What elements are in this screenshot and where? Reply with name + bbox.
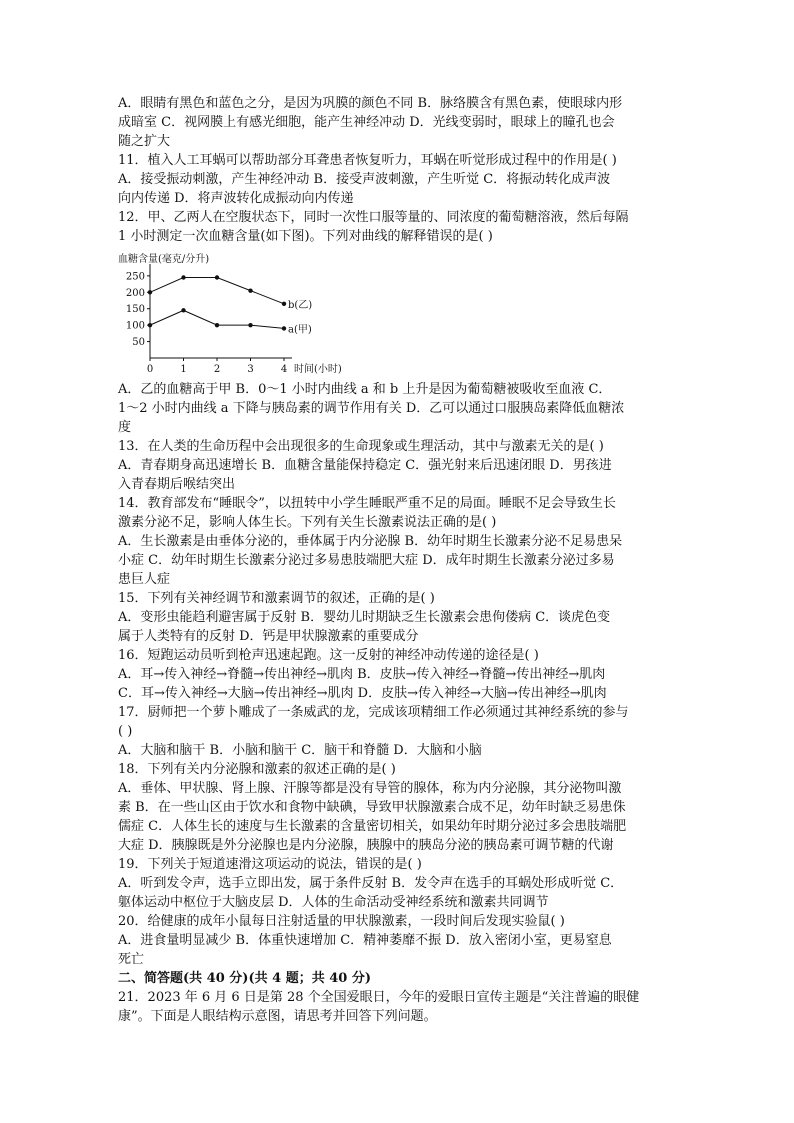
q16-options-line1: A．耳→传入神经→脊髓→传出神经→肌肉 B．皮肤→传入神经→脊髓→传出神经→肌肉: [118, 667, 606, 682]
q12-stem-line1: 12．甲、乙两人在空腹状态下，同时一次性口服等量的、同浓度的葡萄糖溶液，然后每隔: [118, 210, 629, 225]
data-point: [181, 308, 185, 312]
q12-options-line3: 度: [118, 420, 132, 435]
q12-options-line2: 1～2 小时内曲线 a 下降与胰岛素的调节作用有关 D．乙可以通过口服胰岛素降低血糖浓: [118, 401, 625, 416]
y-tick-label: 100: [125, 320, 145, 332]
data-point: [215, 323, 219, 327]
data-point: [215, 275, 219, 279]
x-tick-label: 4: [280, 364, 288, 374]
q14-options-line3: 患巨人症: [118, 572, 171, 587]
q19-options-line2: 躯体运动中枢位于大脑皮层 D．人体的生命活动受神经系统和激素共同调节: [118, 895, 549, 910]
document-page: [118, 94, 678, 1026]
y-tick-label: 150: [125, 304, 145, 316]
q21-stem-line2: 康”。下面是人眼结构示意图，请思考并回答下列问题。: [118, 1009, 437, 1024]
y-tick-label: 250: [125, 271, 145, 283]
q19-stem: 19．下列关于短道速滑这项运动的说法，错误的是( ): [118, 857, 422, 872]
q19-options-line1: A．听到发令声，选手立即出发，属于条件反射 B．发令声在选手的耳蜗处形成听觉 C．: [118, 876, 624, 891]
q14-stem-line1: 14．教育部发布“睡眠令”，以扭转中小学生睡眠严重不足的局面。睡眠不足会导致生长: [118, 496, 616, 511]
q12-stem-line2: 1 小时测定一次血糖含量(如下图)。下列对曲线的解释错误的是( ): [118, 229, 493, 244]
y-axis-label: 血糖含量(毫克/分升): [118, 254, 210, 265]
q18-options-line4: 大症 D．胰腺既是外分泌腺也是内分泌腺，胰腺中的胰岛分泌的胰岛素可调节糖的代谢: [118, 838, 614, 853]
data-point: [248, 323, 252, 327]
x-tick-label: 3: [247, 364, 254, 374]
q15-options-line1: A．变形虫能趋利避害属于反射 B．婴幼儿时期缺乏生长激素会患佝偻病 C．谈虎色变: [118, 610, 611, 625]
y-tick-label: 50: [132, 337, 145, 349]
series-line: [150, 278, 284, 304]
q17-stem-line2: ( ): [118, 724, 133, 739]
data-point: [282, 302, 286, 306]
q11-options-line1: A．接受振动刺激，产生神经冲动 B．接受声波刺激，产生听觉 C．将振动转化成声波: [118, 172, 611, 187]
q15-options-line2: 属于人类特有的反射 D．钙是甲状腺激素的重要成分: [118, 629, 419, 644]
x-tick-label: 0: [146, 364, 154, 374]
data-point: [148, 290, 152, 294]
q20-options-line1: A．进食量明显减少 B．体重快速增加 C．精神萎靡不振 D．放入密闭小室，更易窒息: [118, 933, 612, 948]
q14-options-line1: A．生长激素是由垂体分泌的，垂体属于内分泌腺 B．幼年时期生长激素分泌不足易患呆: [118, 534, 623, 549]
q20-stem: 20．给健康的成年小鼠每日注射适量的甲状腺激素，一段时间后发现实验鼠( ): [118, 914, 565, 929]
q13-stem: 13．在人类的生命历程中会出现很多的生命现象或生理活动，其中与激素无关的是( ): [118, 439, 604, 454]
blood-glucose-chart: [118, 252, 348, 374]
q18-options-line1: A．垂体、甲状腺、肾上腺、汗腺等都是没有导管的腺体，称为内分泌腺，其分泌物叫激: [118, 781, 622, 796]
section-2-heading: 二、简答题(共 40 分)(共 4 题；共 40 分): [118, 971, 371, 986]
q18-options-line2: 素 B．在一些山区由于饮水和食物中缺碘，导致甲状腺激素合成不足，幼年时缺乏易患侏: [118, 800, 626, 815]
q11-stem: 11．植入人工耳蜗可以帮助部分耳聋患者恢复听力，耳蜗在听觉形成过程中的作用是( ): [118, 153, 617, 168]
q11-options-line2: 向内传递 D．将声波转化成振动向内传递: [118, 191, 354, 206]
q14-options-line2: 小症 C．幼年时期生长激素分泌过多易患肢端肥大症 D．成年时期生长激素分泌过多易: [118, 553, 615, 568]
q18-options-line3: 儒症 C．人体生长的速度与生长激素的含量密切相关，如果幼年时期分泌过多会患肢端肥: [118, 819, 627, 834]
q13-options-line1: A．青春期身高迅速增长 B．血糖含量能保持稳定 C．强光射来后迅速闭眼 D．男孩进: [118, 458, 612, 473]
data-point: [181, 275, 185, 279]
q13-options-line2: 入青春期后喉结突出: [118, 477, 236, 492]
q20-options-line2: 死亡: [118, 952, 145, 967]
q15-stem: 15．下列有关神经调节和激素调节的叙述，正确的是( ): [118, 591, 435, 606]
data-point: [282, 326, 286, 330]
x-tick-label: 2: [213, 364, 221, 374]
q10-options-line2: 成暗室 C．视网膜上有感光细胞，能产生神经冲动 D．光线变弱时，眼球上的瞳孔也会: [118, 115, 615, 130]
blood-glucose-chart-svg: [118, 252, 348, 374]
data-point: [248, 288, 252, 292]
y-tick-label: 200: [125, 287, 145, 299]
q12-options-line1: A．乙的血糖高于甲 B．0～1 小时内曲线 a 和 b 上升是因为葡萄糖被吸收至血液 C．: [118, 382, 612, 397]
q14-stem-line2: 激素分泌不足，影响人体生长。下列有关生长激素说法正确的是( ): [118, 515, 497, 530]
data-point: [148, 323, 152, 327]
q17-stem-line1: 17．厨师把一个萝卜雕成了一条威武的龙，完成该项精细工作必须通过其神经系统的参与: [118, 705, 629, 720]
x-axis-label: 时间(小时): [294, 364, 342, 374]
q10-options-line3: 随之扩大: [118, 134, 171, 149]
q16-stem: 16．短跑运动员听到枪声迅速起跑。这一反射的神经冲动传递的途径是( ): [118, 648, 539, 663]
q18-stem: 18．下列有关内分泌腺和激素的叙述正确的是( ): [118, 762, 396, 777]
q10-options-line1: A．眼睛有黑色和蓝色之分，是因为巩膜的颜色不同 B．脉络膜含有黑色素，使眼球内形: [118, 96, 623, 111]
series-label: b(乙): [288, 299, 313, 311]
x-tick-label: 1: [180, 364, 187, 374]
q21-stem-line1: 21．2023 年 6 月 6 日是第 28 个全国爱眼日，今年的爱眼日宣传主题是“关注普遍的眼健: [118, 990, 640, 1005]
q16-options-line2: C．耳→传入神经→大脑→传出神经→肌肉 D．皮肤→传入神经→大脑→传出神经→肌肉: [118, 686, 607, 701]
q17-options-line1: A．大脑和脑干 B．小脑和脑干 C．脑干和脊髓 D．大脑和小脑: [118, 743, 482, 758]
series-label: a(甲): [288, 324, 312, 336]
